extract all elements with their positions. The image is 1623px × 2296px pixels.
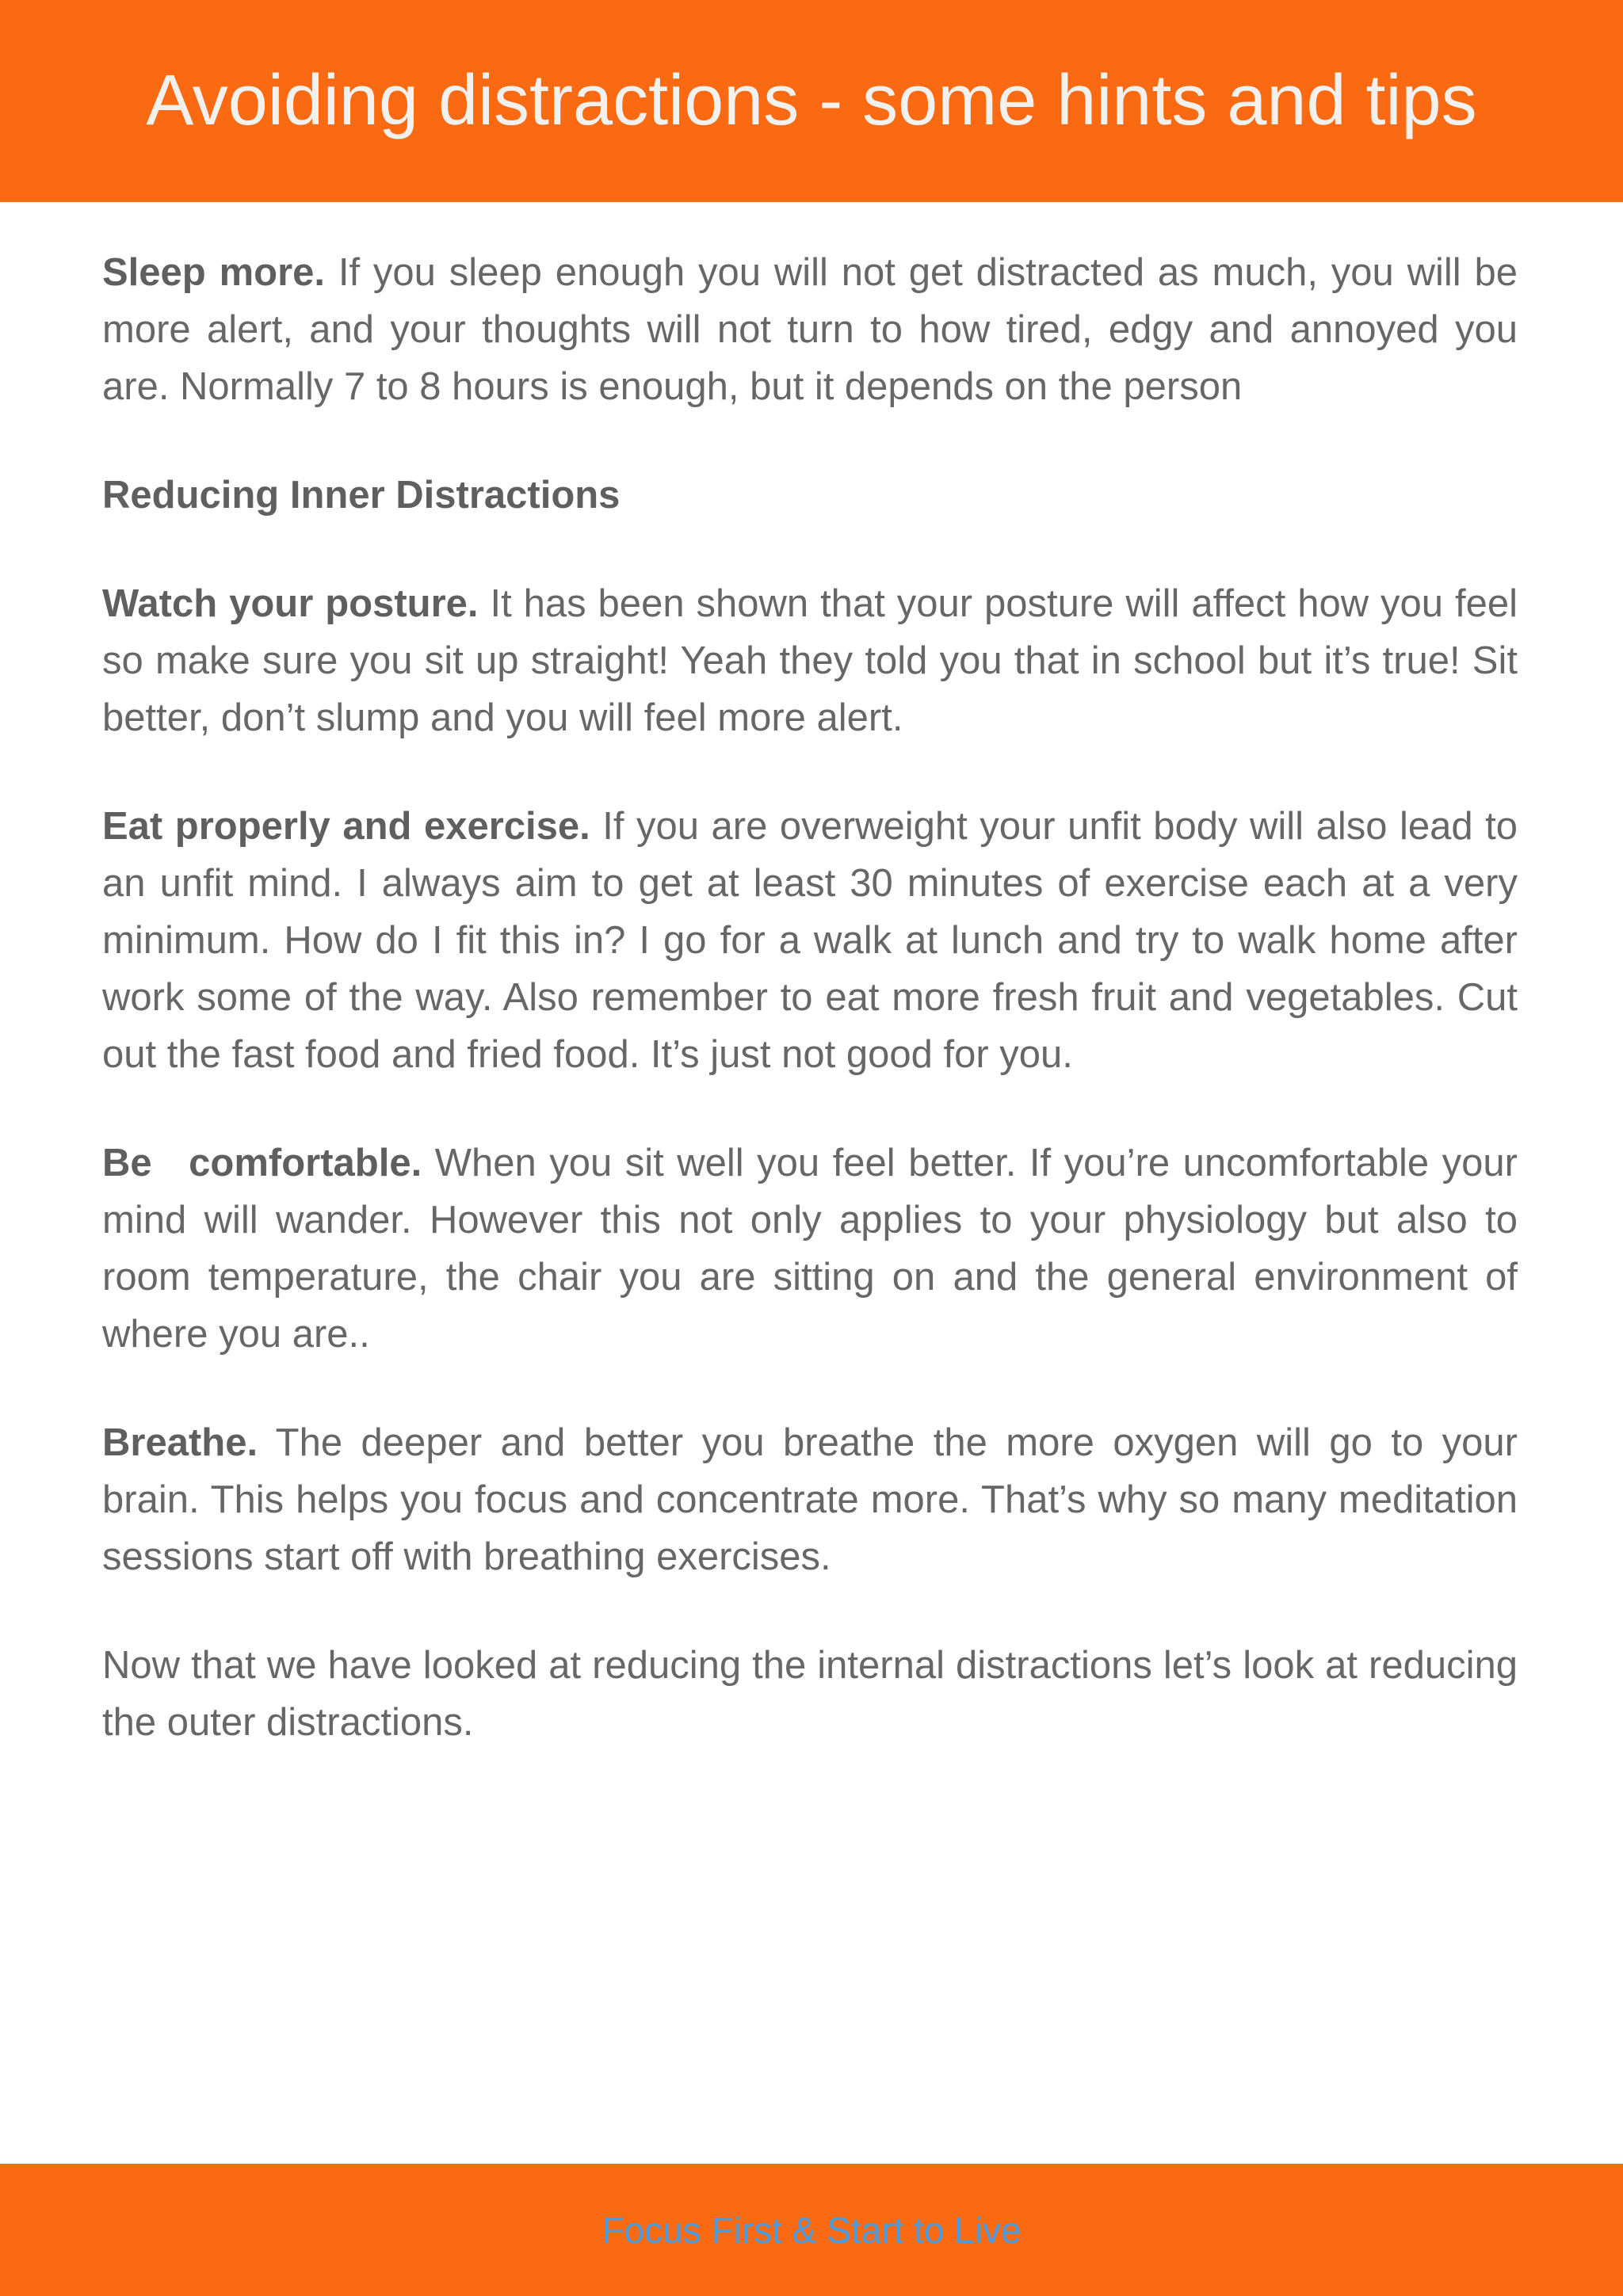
paragraph-lead: Sleep more. — [102, 251, 325, 294]
paragraph-text: The deeper and better you breathe the more oxygen will go to your brain. This helps you focus and concentrate more. That’s why so many meditation sessions start off with breathing exercises. — [102, 1421, 1518, 1578]
paragraph-conclusion — [102, 1637, 1518, 1751]
paragraph-lead: Watch your posture. — [102, 582, 479, 625]
paragraph-lead: Breathe. — [102, 1421, 258, 1464]
paragraph-breathe — [102, 1414, 1518, 1585]
page-title: Avoiding distractions - some hints and tips — [146, 61, 1477, 140]
paragraph-posture — [102, 575, 1518, 746]
paragraph-lead: Eat properly and exercise. — [102, 805, 590, 848]
section-heading — [102, 467, 1518, 524]
footer-tagline: Focus First & Start to Live — [601, 2209, 1022, 2251]
paragraph-text: If you sleep enough you will not get distracted as much, you will be more alert, and your thoughts will not turn to how tired, edgy and annoyed you are. Normally 7 to 8 hours is enough, but it depends on the person — [102, 251, 1518, 408]
page-footer — [0, 2164, 1623, 2296]
paragraph-eat — [102, 798, 1518, 1083]
paragraph-text: If you are overweight your unfit body will also lead to an unfit mind. I always aim to get at least 30 minutes of exercise each at a very minimum. How do I fit this in? I go for a walk at lunch and try to walk home after work some of the way. Also remember to eat more fresh fruit and vegetables. Cut out the fast food and fried food. It’s just not good for you. — [102, 805, 1518, 1076]
paragraph-text: When you sit well you feel better. If you’re uncomfortable your mind will wander. However this not only applies to your physiology but also to room temperature, the chair you are sitting on and the general environment of where you are.. — [102, 1142, 1518, 1356]
paragraph-sleep — [102, 244, 1518, 415]
paragraph-lead: Be comfortable. — [102, 1142, 422, 1184]
page-header — [0, 0, 1623, 202]
paragraph-comfortable — [102, 1135, 1518, 1363]
paragraph-text: Now that we have looked at reducing the internal distractions let’s look at reducing the outer distractions. — [102, 1644, 1518, 1744]
document-body — [102, 244, 1518, 1802]
section-heading-text: Reducing Inner Distractions — [102, 474, 621, 517]
paragraph-text: It has been shown that your posture will affect how you feel so make sure you sit up straight! Yeah they told you that in school but it’s true! Sit better, don’t slump and you will feel more alert. — [102, 582, 1518, 739]
